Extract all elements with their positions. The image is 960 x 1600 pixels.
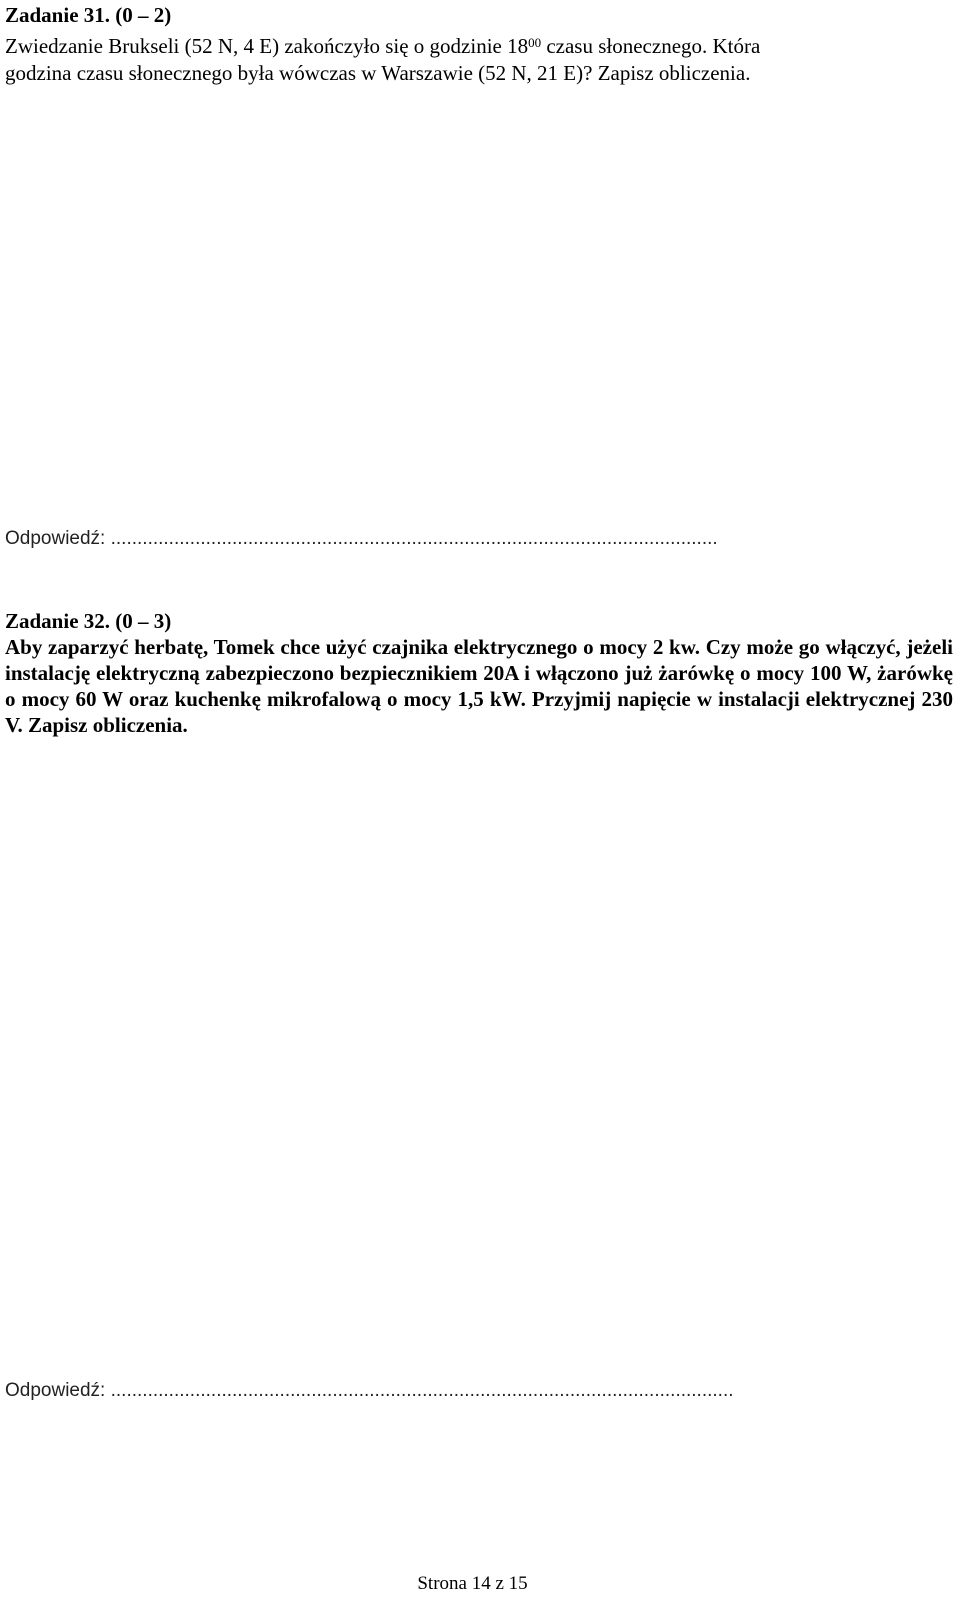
task-31-answer-line: Odpowiedź: ...................................................................................................................: [5, 528, 718, 549]
task-31-line-1: [5, 33, 950, 60]
task-32-answer-line: Odpowiedź: ......................................................................................................................: [5, 1380, 734, 1401]
task-31-title: Zadanie 31. (0 – 2): [5, 3, 172, 27]
task-31-question: [5, 33, 950, 87]
task-31-time-superscript: 00: [528, 35, 542, 50]
task-31-line-2: godzina czasu słonecznego była wówczas w Warszawie (52 N, 21 E)? Zapisz obliczenia.: [5, 61, 751, 85]
task-31-line-1-end: czasu słonecznego. Która: [541, 34, 761, 58]
task-32-title: Zadanie 32. (0 – 3): [5, 609, 172, 633]
page-number: Strona 14 z 15: [417, 1573, 528, 1594]
task-32-question: Aby zaparzyć herbatę, Tomek chce użyć czajnika elektrycznego o mocy 2 kw. Czy może go włączyć, jeżeli instalację elektryczną zabezpieczono bezpiecznikiem 20A i włączono już żarówkę o mocy 100 W, żarówkę o mocy 60 W oraz kuchenkę mikrofalową o mocy 1,5 kW. Przyjmij napięcie w instalacji elektrycznej 230 V. Zapisz obliczenia.: [5, 635, 953, 737]
task-31-line-1-text: Zwiedzanie Brukseli (52 N, 4 E) zakończyło się o godzinie 18: [5, 34, 529, 58]
